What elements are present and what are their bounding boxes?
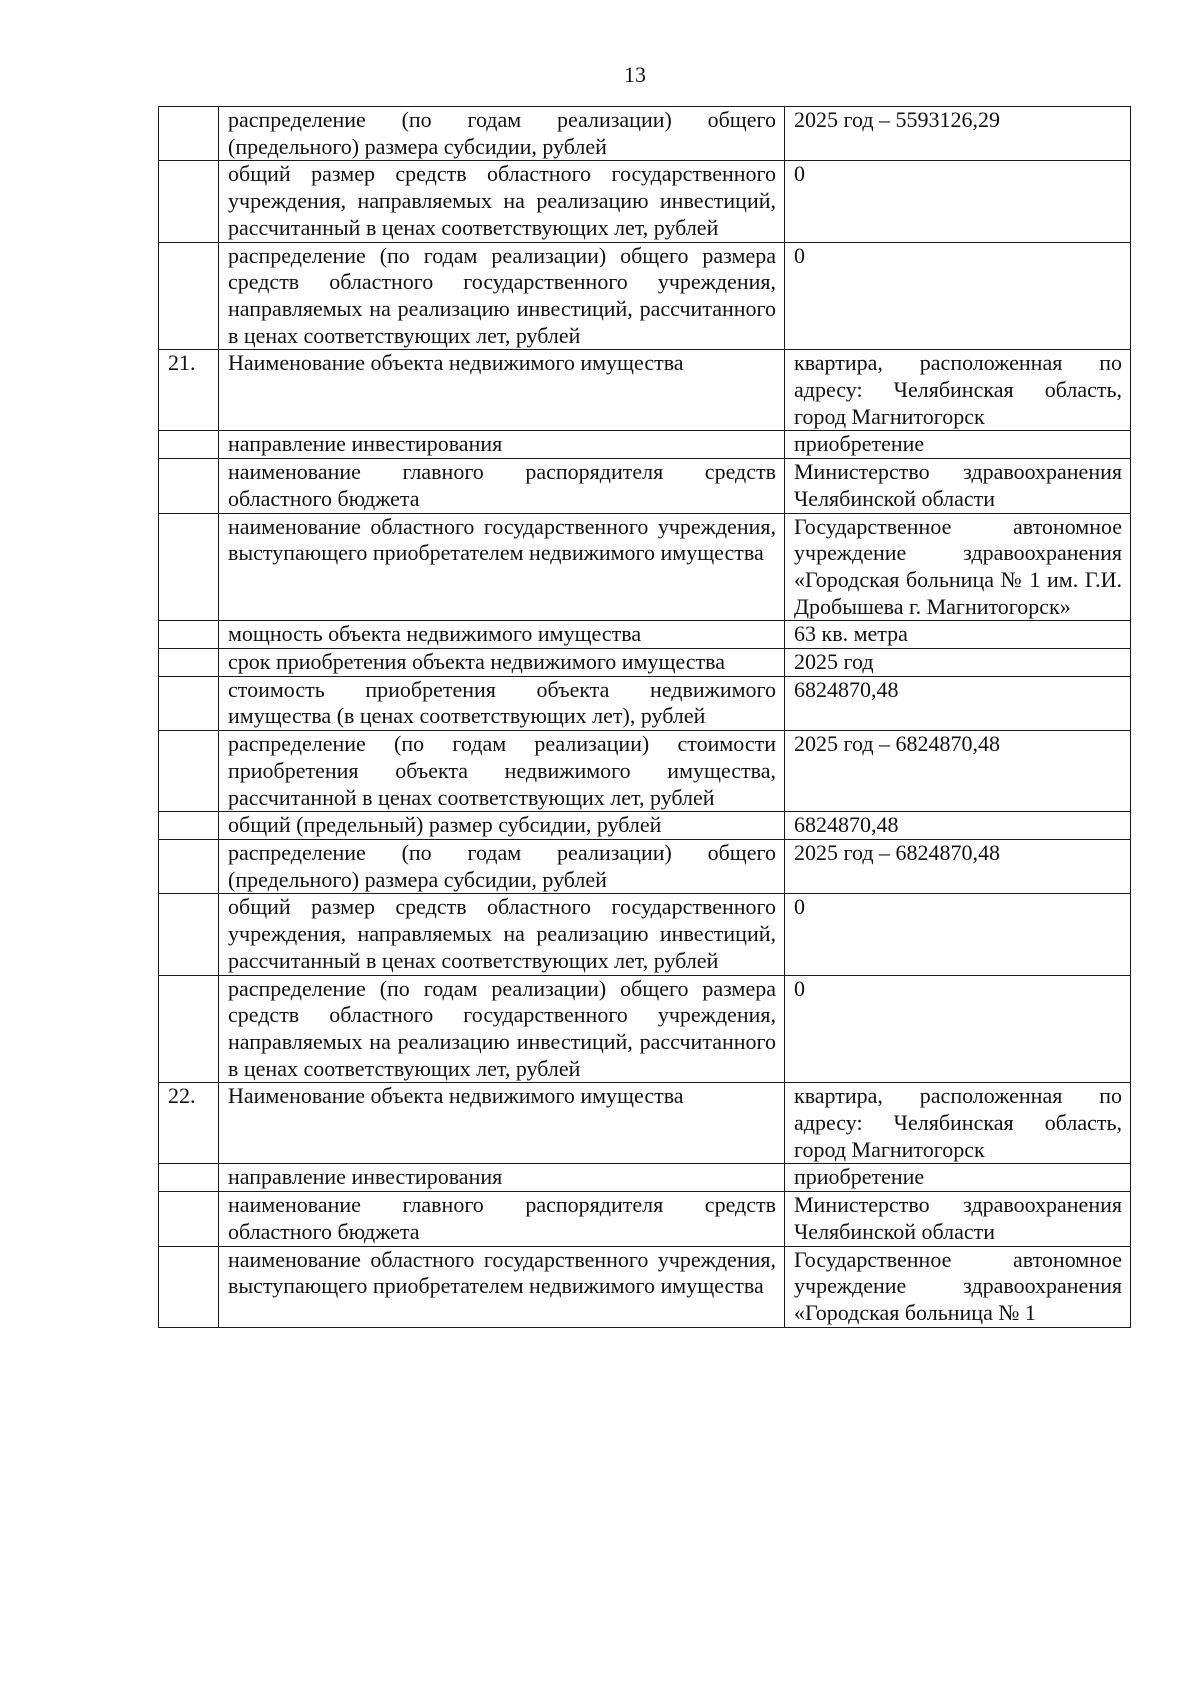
table-row: [159, 1083, 1131, 1164]
value-cell: приобретение: [785, 1164, 1131, 1192]
table-row: [159, 107, 1131, 161]
table-row: [159, 839, 1131, 893]
parameter-cell: наименование главного распорядителя средств областного бюджета: [219, 1192, 785, 1246]
value-cell: 63 кв. метра: [785, 621, 1131, 649]
parameter-cell: распределение (по годам реализации) общего (предельного) размера субсидии, рублей: [219, 107, 785, 161]
page-number: 13: [624, 62, 646, 87]
table-row: [159, 975, 1131, 1083]
table-row: [159, 513, 1131, 621]
parameter-cell: наименование областного государственного учреждения, выступающего приобретателем недвижимого имущества: [219, 513, 785, 621]
value-cell: 0: [785, 161, 1131, 242]
value-cell: квартира, расположенная по адресу: Челябинская область, город Магнитогорск: [785, 1083, 1131, 1164]
row-number: [159, 1164, 219, 1192]
parameter-cell: общий размер средств областного государственного учреждения, направляемых на реализацию инвестиций, рассчитанный в ценах соответствующих лет, рублей: [219, 894, 785, 975]
table-row: [159, 731, 1131, 812]
parameter-cell: наименование главного распорядителя средств областного бюджета: [219, 459, 785, 513]
parameter-cell: направление инвестирования: [219, 431, 785, 459]
value-cell: 2025 год: [785, 649, 1131, 677]
value-cell: 2025 год – 6824870,48: [785, 839, 1131, 893]
table-row: [159, 431, 1131, 459]
value-cell: Государственное автономное учреждение здравоохранения «Городская больница № 1 им. Г.И. Дробышева г. Магнитогорск»: [785, 513, 1131, 621]
table-row: [159, 1192, 1131, 1246]
table-row: [159, 649, 1131, 677]
row-number: [159, 839, 219, 893]
row-number: [159, 459, 219, 513]
row-number: [159, 161, 219, 242]
row-number: [159, 621, 219, 649]
table-row: [159, 676, 1131, 730]
table-row: [159, 1164, 1131, 1192]
row-number: [159, 676, 219, 730]
parameter-cell: Наименование объекта недвижимого имущества: [219, 1083, 785, 1164]
value-cell: 0: [785, 894, 1131, 975]
row-number: 22.: [159, 1083, 219, 1164]
value-cell: приобретение: [785, 431, 1131, 459]
parameter-cell: распределение (по годам реализации) общего размера средств областного государственного учреждения, направляемых на реализацию инвестиций, рассчитанного в ценах соответствующих лет, рублей: [219, 975, 785, 1083]
value-cell: 2025 год – 6824870,48: [785, 731, 1131, 812]
value-cell: Министерство здравоохранения Челябинской области: [785, 459, 1131, 513]
parameter-cell: Наименование объекта недвижимого имущества: [219, 350, 785, 431]
value-cell: 6824870,48: [785, 812, 1131, 840]
row-number: [159, 513, 219, 621]
table-row: [159, 459, 1131, 513]
parameter-cell: мощность объекта недвижимого имущества: [219, 621, 785, 649]
row-number: [159, 1246, 219, 1327]
value-cell: 2025 год – 5593126,29: [785, 107, 1131, 161]
table-row: [159, 621, 1131, 649]
row-number: [159, 242, 219, 350]
table-row: [159, 350, 1131, 431]
parameter-cell: направление инвестирования: [219, 1164, 785, 1192]
value-cell: 0: [785, 242, 1131, 350]
row-number: [159, 431, 219, 459]
parameter-cell: общий (предельный) размер субсидии, рублей: [219, 812, 785, 840]
row-number: [159, 812, 219, 840]
row-number: [159, 1192, 219, 1246]
investment-objects-table: [158, 106, 1131, 1328]
parameter-cell: срок приобретения объекта недвижимого имущества: [219, 649, 785, 677]
table-row: [159, 894, 1131, 975]
row-number: [159, 894, 219, 975]
value-cell: Государственное автономное учреждение здравоохранения «Городская больница № 1: [785, 1246, 1131, 1327]
table-row: [159, 812, 1131, 840]
parameter-cell: общий размер средств областного государственного учреждения, направляемых на реализацию инвестиций, рассчитанный в ценах соответствующих лет, рублей: [219, 161, 785, 242]
row-number: 21.: [159, 350, 219, 431]
value-cell: Министерство здравоохранения Челябинской области: [785, 1192, 1131, 1246]
table-row: [159, 242, 1131, 350]
parameter-cell: стоимость приобретения объекта недвижимого имущества (в ценах соответствующих лет), рублей: [219, 676, 785, 730]
parameter-cell: наименование областного государственного учреждения, выступающего приобретателем недвижимого имущества: [219, 1246, 785, 1327]
table-row: [159, 161, 1131, 242]
row-number: [159, 975, 219, 1083]
parameter-cell: распределение (по годам реализации) стоимости приобретения объекта недвижимого имущества, рассчитанной в ценах соответствующих лет, рублей: [219, 731, 785, 812]
row-number: [159, 107, 219, 161]
row-number: [159, 731, 219, 812]
value-cell: 0: [785, 975, 1131, 1083]
row-number: [159, 649, 219, 677]
parameter-cell: распределение (по годам реализации) общего (предельного) размера субсидии, рублей: [219, 839, 785, 893]
value-cell: 6824870,48: [785, 676, 1131, 730]
value-cell: квартира, расположенная по адресу: Челябинская область, город Магнитогорск: [785, 350, 1131, 431]
parameter-cell: распределение (по годам реализации) общего размера средств областного государственного учреждения, направляемых на реализацию инвестиций, рассчитанного в ценах соответствующих лет, рублей: [219, 242, 785, 350]
table-row: [159, 1246, 1131, 1327]
